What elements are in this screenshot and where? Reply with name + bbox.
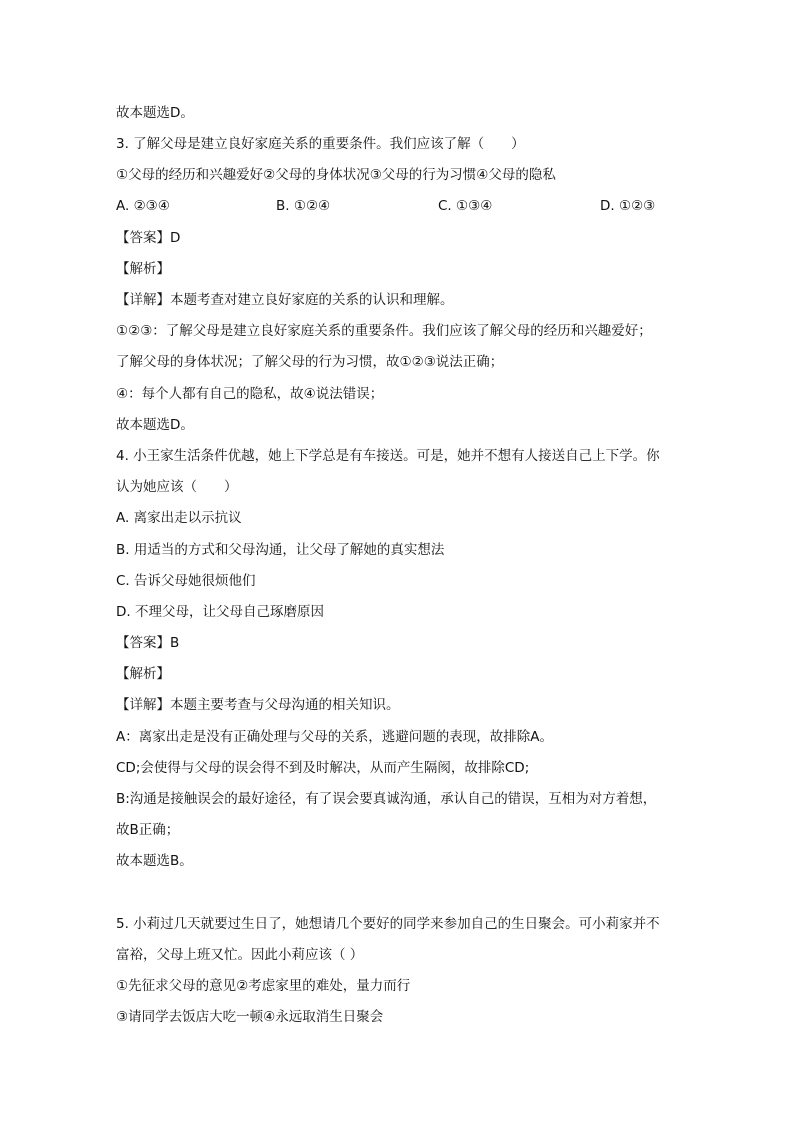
detail-text: ①②③：了解父母是建立良好家庭关系的重要条件。我们应该了解父母的经历和兴趣爱好； [116,323,652,339]
question-5-stem: 富裕，父母上班又忙。因此小莉应该（ ） [116,947,364,963]
text-line: 故本题选B。 [116,853,193,869]
question-4-stem: 认为她应该（ ） [116,479,238,495]
question-3-items: ①父母的经历和兴趣爱好②父母的身体状况③父母的行为习惯④父母的隐私 [116,167,556,183]
question-5-items: ①先征求父母的意见②考虑家里的难处，量力而行 [116,978,411,994]
option-b: B. ①②④ [276,198,331,214]
detail-text: CD;会使得与父母的误会得不到及时解决，从而产生隔阂，故排除CD; [116,760,530,776]
text-line: 故本题选D。 [116,105,194,121]
detail-text: A：离家出走是没有正确处理与父母的关系，逃避问题的表现，故排除A。 [116,729,553,745]
question-5-items: ③请同学去饭店大吃一顿④永远取消生日聚会 [116,1009,384,1025]
question-5-stem: 5. 小莉过几天就要过生日了，她想请几个要好的同学来参加自己的生日聚会。可小莉家并不 [116,916,660,932]
detail-text: 【详解】本题主要考查与父母沟通的相关知识。 [116,697,400,713]
analysis-label: 【解析】 [116,261,170,277]
option-c: C. 告诉父母她很烦他们 [116,573,256,589]
question-3-stem: 3. 了解父母是建立良好家庭关系的重要条件。我们应该了解（ ） [116,136,525,152]
text-line: 故本题选D。 [116,417,194,433]
detail-text: 【详解】本题考查对建立良好家庭的关系的认识和理解。 [116,292,454,308]
detail-text: 故B正确； [116,822,180,838]
answer-label: 【答案】D [116,230,181,246]
detail-text: 了解父母的身体状况；了解父母的行为习惯，故①②③说法正确； [116,354,504,370]
detail-text: ④：每个人都有自己的隐私，故④说法错误； [116,386,384,402]
analysis-label: 【解析】 [116,666,170,682]
detail-text: B:沟通是接触误会的最好途径，有了误会要真诚沟通，承认自己的错误，互相为对方着想， [116,791,657,807]
option-d: D. 不理父母，让父母自己琢磨原因 [116,604,324,620]
option-a: A. ②③④ [116,198,170,214]
option-b: B. 用适当的方式和父母沟通，让父母了解她的真实想法 [116,542,445,558]
question-4-stem: 4. 小王家生活条件优越，她上下学总是有车接送。可是，她并不想有人接送自己上下学。你 [116,448,660,464]
answer-label: 【答案】B [116,635,180,651]
option-c: C. ①③④ [438,198,493,214]
option-a: A. 离家出走以示抗议 [116,510,242,526]
option-d: D. ①②③ [600,198,656,214]
